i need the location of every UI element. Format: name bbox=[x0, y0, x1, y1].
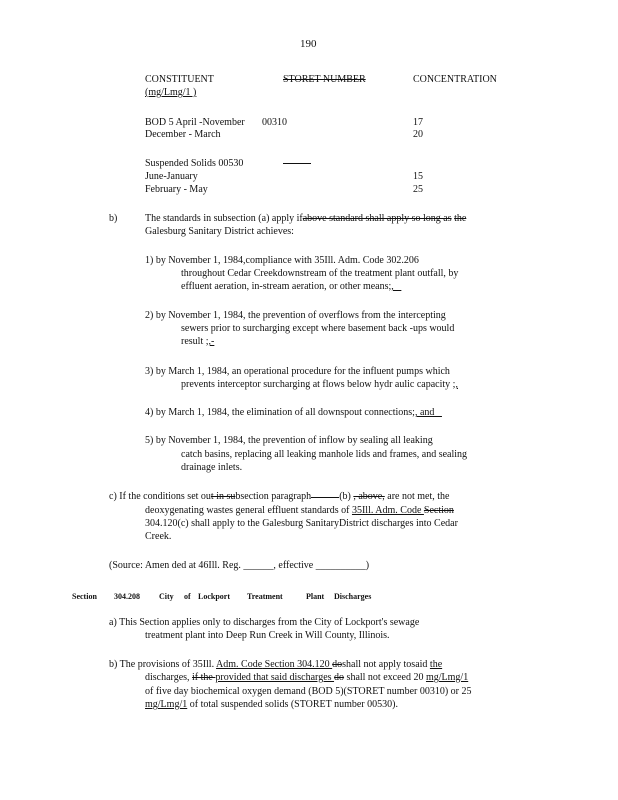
b-item-2-line-1: 2) by November 1, 1984, the prevention of overflows from the intercepting bbox=[145, 310, 446, 321]
c-line-1-start: c) If the conditions set ou bbox=[109, 491, 211, 502]
c-line-1-mid: bsection paragraph bbox=[235, 491, 312, 502]
b-item-2-line-2: sewers prior to surcharging except where basement back -ups would bbox=[181, 323, 455, 334]
section-title-2: of bbox=[184, 592, 191, 601]
b2-line-3: of five day biochemical oxygen demand (BOD 5)(STORET number 00310) or 25 bbox=[145, 686, 472, 697]
b2-line-2 bbox=[145, 672, 468, 684]
bod-row-2: December - March bbox=[145, 129, 221, 140]
b-item-3-line-1: 3) by March 1, 1984, an operational procedure for the influent pumps which bbox=[145, 366, 450, 377]
b-line-1-start: The standards in subsection (a) apply if bbox=[145, 213, 303, 224]
b-line-2: Galesburg Sanitary District achieves: bbox=[145, 226, 294, 237]
ss-concentration-2: 25 bbox=[413, 184, 423, 195]
bod-storet: 00310 bbox=[262, 117, 287, 128]
b2-line-4-rest: of total suspended solids (STORET number 00530). bbox=[187, 699, 398, 710]
b2-line-1-do: do bbox=[332, 659, 343, 670]
c-line-1-b: (b) bbox=[339, 491, 354, 502]
b2-line-1-start: b) The provisions of 35Ill. bbox=[109, 659, 217, 670]
b-item-5-line-3: drainage inlets. bbox=[181, 462, 243, 473]
b-item-2-line-3 bbox=[181, 336, 214, 348]
ss-row-2: February - May bbox=[145, 184, 208, 195]
ss-row-1: June-January bbox=[145, 171, 198, 182]
b2-line-2-strike: if the bbox=[192, 672, 216, 683]
b2-line-2-unit: mg/Lmg/1 bbox=[425, 672, 469, 683]
b2-line-1-the: the bbox=[429, 659, 443, 670]
b-item-3-line-2 bbox=[181, 379, 458, 391]
b-item-1-line-2: throughout Cedar Creekdownstream of the treatment plant outfall, by bbox=[181, 268, 459, 279]
table-unit: (mg/Lmg/1 ) bbox=[145, 87, 197, 98]
b-item-3-line-2-tail: , bbox=[455, 379, 458, 390]
b-item-1-line-3-tail: , _ bbox=[391, 281, 402, 292]
c-line-1-strike-1: t in su bbox=[210, 491, 236, 502]
section-number: 304.208 bbox=[114, 592, 140, 601]
table-header-concentration: CONCENTRATION bbox=[413, 74, 497, 85]
a-line-1: a) This Section applies only to discharges from the City of Lockport's sewage bbox=[109, 617, 420, 628]
c-line-1-end: are not met, the bbox=[384, 491, 450, 502]
c-line-2-underlined: 35Ill. Adm. Code bbox=[351, 505, 424, 516]
c-line-2-strike: Section bbox=[423, 505, 454, 516]
b-item-2-line-3-tail: ,- bbox=[208, 336, 215, 347]
table-header-storet: STORET NUMBER bbox=[283, 74, 366, 85]
a-line-2: treatment plant into Deep Run Creek in Will County, Illinois. bbox=[145, 630, 390, 641]
c-line-1-strike-3: , above, bbox=[353, 491, 385, 502]
b2-line-2-mid: provided that said discharges bbox=[215, 672, 335, 683]
b-item-5-line-2: catch basins, replacing all leaking manhole lids and frames, and sealing bbox=[181, 449, 468, 460]
b-item-1-line-1: 1) by November 1, 1984,compliance with 35Ill. Adm. Code 302.206 bbox=[145, 255, 419, 266]
c-line-2-start: deoxygenating wastes general effluent standards of bbox=[145, 505, 352, 516]
c-line-1 bbox=[109, 491, 449, 503]
ss-concentration-1: 15 bbox=[413, 171, 423, 182]
ss-label: Suspended Solids 00530 bbox=[145, 158, 244, 169]
c-line-2 bbox=[145, 505, 454, 517]
b-line-1-strike: above standard shall apply so long as bbox=[302, 213, 452, 224]
b-item-4-line-1-tail: , and _ bbox=[414, 407, 442, 418]
bod-concentration-1: 17 bbox=[413, 117, 423, 128]
b-item-2-line-3-text: result ; bbox=[181, 336, 209, 347]
b-item-4-line-1 bbox=[145, 407, 442, 419]
bod-label: BOD 5 April -November bbox=[145, 117, 245, 128]
b2-line-2-do: do bbox=[334, 672, 345, 683]
section-title-3: Lockport bbox=[198, 592, 230, 601]
b-marker: b) bbox=[109, 213, 118, 224]
section-label: Section bbox=[72, 592, 97, 601]
section-title-4: Treatment bbox=[247, 592, 283, 601]
bod-concentration-2: 20 bbox=[413, 129, 423, 140]
c-line-3: 304.120(c) shall apply to the Galesburg SanitaryDistrict discharges into Cedar bbox=[145, 518, 458, 529]
b-item-5-line-1: 5) by November 1, 1984, the prevention of inflow by sealing all leaking bbox=[145, 435, 433, 446]
ss-dash-line bbox=[283, 163, 311, 164]
table-header-constituent: CONSTITUENT bbox=[145, 74, 214, 85]
b-line-1 bbox=[145, 213, 466, 225]
b-item-1-line-3 bbox=[181, 281, 401, 293]
b2-line-2-start: discharges, bbox=[145, 672, 193, 683]
b-item-4-line-1-text: 4) by March 1, 1984, the elimination of all downspout connections; bbox=[145, 407, 415, 418]
c-line-1-strike-bar bbox=[311, 491, 339, 498]
b2-line-1-underlined: Adm. Code bbox=[216, 659, 263, 670]
b-item-1-line-3-text: effluent aeration, in-stream aeration, or other means; bbox=[181, 281, 392, 292]
c-line-4: Creek. bbox=[145, 531, 172, 542]
b2-line-4 bbox=[145, 699, 398, 711]
b2-line-4-unit: mg/Lmg/1 bbox=[145, 699, 188, 710]
section-title-1: City bbox=[159, 592, 174, 601]
b2-line-1 bbox=[109, 659, 442, 671]
section-title-5: Plant bbox=[306, 592, 325, 601]
b2-line-1-rest: shall not apply tosaid bbox=[342, 659, 430, 670]
page-number: 190 bbox=[300, 38, 317, 50]
source-note: (Source: Amen ded at 46Ill. Reg. ______, effective __________) bbox=[109, 560, 370, 571]
b2-line-1-mid: Section 304.120 bbox=[262, 659, 333, 670]
section-title-6: Discharges bbox=[334, 592, 372, 601]
b-line-1-end: the bbox=[454, 213, 467, 224]
b2-line-2-rest: shall not exceed 20 bbox=[344, 672, 426, 683]
b-item-3-line-2-text: prevents interceptor surcharging at flows below hydr aulic capacity ; bbox=[181, 379, 456, 390]
